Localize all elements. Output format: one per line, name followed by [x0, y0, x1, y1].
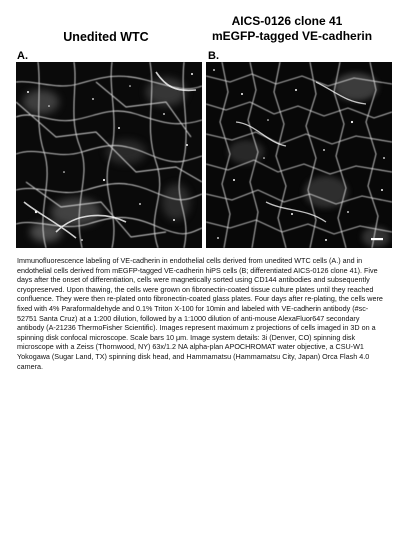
figure-caption: Immunofluorescence labeling of VE-cadherin in endothelial cells derived from unedited WTC cells (A.) and in endothelial cells derived from mEGFP-tagged VE-cadherin hiPS cells (B; differentiated AICS-0126 clone 41). Five days after the onset of differentiation, cells were magnetically sorted using CD144 antibodies and subsequently cryopreserved. Upon thawing, the cells were grown on fibronectin-coated tissue culture plates until they reached confluence. They were then re-plated onto fibronectin-coated glass plates. Four days after re-plating, the cells were fixed with 4% Paraformaldehyde and 0.1% Triton X-100 for 10min and labeled with VE-cadherin antibody (#sc-52751 Santa Cruz) at a 1:200 dilution, followed by a 1:1000 dilution of anti-mouse AlexaFluor647 secondary antibody (A-21236 ThermoFisher Scientific). Images represent maximum z projections of cells imaged in 3D on a spinning disk confocal microscope. Scale bars 10 μm. Image system details: 3i (Denver, CO) spinning disk microscope with a Zeiss (Thornwood, NY) 63x/1.2 NA alpha-plan APOCHROMAT water objective, a CSU-W1 Yokogawa (Sugar Land, TX) spinning disk head, and Hammamatsu (Hammamatsu City, Japan) Orca Flash 4.0 camera. [17, 256, 383, 371]
panel-b-title-line1: AICS-0126 clone 41 [231, 14, 343, 28]
panel-a-title: Unedited WTC [63, 30, 149, 44]
micrograph-a-image [16, 62, 202, 248]
micrograph-panel-b [206, 62, 392, 248]
micrograph-panel-a [16, 62, 202, 248]
panel-b-title-line2: mEGFP-tagged VE-cadherin [212, 29, 373, 43]
micrograph-b-image [206, 62, 392, 248]
scale-bar [371, 238, 383, 240]
panel-b-label: B. [208, 50, 219, 62]
panel-b-title [212, 14, 373, 44]
panel-a-label: A. [17, 50, 28, 62]
